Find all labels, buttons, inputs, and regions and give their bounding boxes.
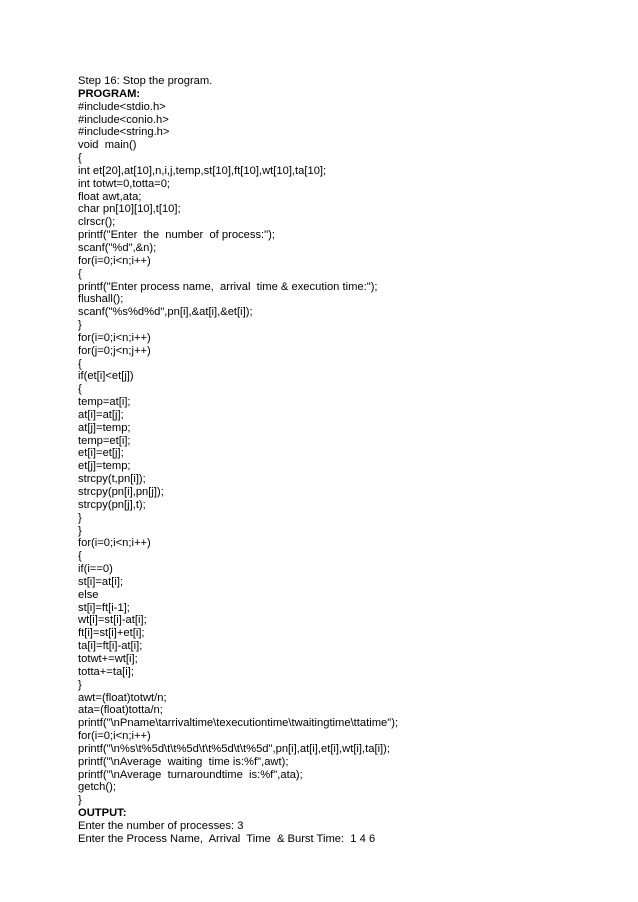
code-line: else xyxy=(78,588,99,601)
code-line: scanf("%d",&n); xyxy=(78,241,157,254)
code-line: st[i]=ft[i-1]; xyxy=(78,601,130,614)
code-line: strcpy(pn[j],t); xyxy=(78,498,146,511)
code-line: st[i]=at[i]; xyxy=(78,575,124,588)
code-line: printf("\nPname\tarrivaltime\texecutiontime\twaitingtime\ttatime"); xyxy=(78,717,399,730)
code-line: #include<conio.h> xyxy=(78,113,169,126)
code-line: printf("\nAverage waiting time is:%f",awt); xyxy=(78,755,289,768)
code-line: strcpy(t,pn[i]); xyxy=(78,473,146,486)
code-line: at[j]=temp; xyxy=(78,421,131,434)
code-line: Enter the Process Name, Arrival Time & Burst Time: 1 4 6 xyxy=(78,832,376,845)
code-line: } xyxy=(78,678,82,691)
code-line: printf("\nAverage turnaroundtime is:%f",ata); xyxy=(78,768,303,781)
code-line: printf("Enter the number of process:"); xyxy=(78,229,275,242)
section-heading: OUTPUT: xyxy=(78,807,127,820)
code-line: for(j=0;j<n;j++) xyxy=(78,344,151,357)
code-line: strcpy(pn[i],pn[j]); xyxy=(78,486,164,498)
code-line: for(i=0;i<n;i++) xyxy=(78,254,151,267)
code-line: temp=et[i]; xyxy=(78,434,131,447)
code-line: totta+=ta[i]; xyxy=(78,665,134,678)
code-line: for(i=0;i<n;i++) xyxy=(78,331,151,344)
code-line: ft[i]=st[i]+et[i]; xyxy=(78,627,145,640)
code-line: #include<stdio.h> xyxy=(78,100,166,113)
code-line: { xyxy=(78,550,82,563)
code-line: { xyxy=(78,383,82,396)
code-line: Step 16: Stop the program. xyxy=(78,75,213,87)
code-line: at[i]=at[j]; xyxy=(78,408,124,421)
code-line: { xyxy=(78,357,82,370)
code-line: printf("\n%s\t%5d\t\t%5d\t\t%5d\t\t%5d",pn[i],at[i],et[i],wt[i],ta[i]); xyxy=(78,742,390,755)
code-line: } xyxy=(78,319,82,332)
code-line: for(i=0;i<n;i++) xyxy=(78,537,151,550)
code-line: et[i]=et[j]; xyxy=(78,447,124,460)
code-line: wt[i]=st[i]-at[i]; xyxy=(78,614,147,627)
code-line: flushall(); xyxy=(78,293,124,306)
code-line: char pn[10][10],t[10]; xyxy=(78,203,181,216)
code-line: { xyxy=(78,267,82,280)
code-line: scanf("%s%d%d",pn[i],&at[i],&et[i]); xyxy=(78,306,253,319)
section-heading: PROGRAM: xyxy=(78,87,141,100)
code-line: clrscr(); xyxy=(78,216,116,229)
code-line: void main() xyxy=(78,139,137,152)
document-body xyxy=(78,75,618,846)
code-line: ata=(float)totta/n; xyxy=(78,704,163,717)
code-line: float awt,ata; xyxy=(78,190,142,203)
code-line: } xyxy=(78,511,82,524)
code-line: } xyxy=(78,524,82,537)
code-line: int totwt=0,totta=0; xyxy=(78,177,171,190)
code-line: printf("Enter process name, arrival time & execution time:"); xyxy=(78,280,378,293)
code-line: Enter the number of processes: 3 xyxy=(78,819,244,832)
code-line: totwt+=wt[i]; xyxy=(78,652,138,665)
code-line: { xyxy=(78,152,82,165)
code-line: } xyxy=(78,794,82,807)
code-line: getch(); xyxy=(78,781,116,794)
code-line: awt=(float)totwt/n; xyxy=(78,691,167,704)
code-line: #include<string.h> xyxy=(78,126,170,139)
code-line: ta[i]=ft[i]-at[i]; xyxy=(78,640,143,653)
code-line: temp=at[i]; xyxy=(78,396,131,409)
code-line: if(i==0) xyxy=(78,563,113,576)
code-line: if(et[i]<et[j]) xyxy=(78,370,134,383)
code-line: for(i=0;i<n;i++) xyxy=(78,730,151,743)
code-line: et[j]=temp; xyxy=(78,460,131,473)
code-line: int et[20],at[10],n,i,j,temp,st[10],ft[10],wt[10],ta[10]; xyxy=(78,164,327,177)
